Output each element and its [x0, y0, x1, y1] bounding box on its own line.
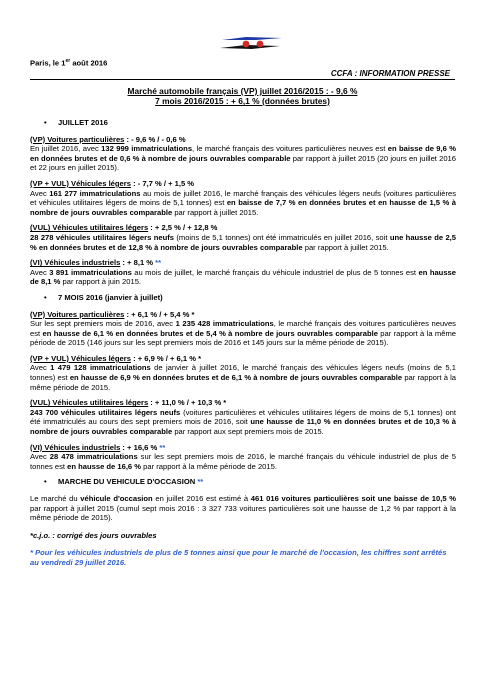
document-date: Paris, le 1er août 2016	[30, 58, 108, 68]
paragraph-7mois-vul: (VUL) Véhicules utilitaires légers : + 11,0 % / + 10,3 % * 243 700 véhicules utilitaires légers neufs (voitures particulières et véhicules utilitaires légers de moins de 5,1 tonnes) ont été immatriculés au cours des sept premiers mois de 2016, soit une hausse de 11,0 % en données brutes et de 10,3 % à nombre de jours ouvrables comparable par rapport aux sept premiers mois de 2015.	[30, 398, 457, 437]
title-line-1: Marché automobile français (VP) juillet 2016/2015 : - 9,6 %	[127, 86, 358, 96]
document-body	[30, 118, 456, 568]
press-label: CCFA : INFORMATION PRESSE	[330, 69, 450, 78]
paragraph-occasion: Le marché du véhicule d'occasion en juillet 2016 est estimé à 461 016 voitures particulières soit une baisse de 10,5 % par rapport à juillet 2015 (cumul sept mois 2016 : 3 327 733 voitures particulières soit une hausse de 1,2 % par rapport à la même période de 2015).	[30, 494, 456, 523]
paragraph-juillet-vi: (VI) Véhicules industriels : + 8,1 % ** Avec 3 891 immatriculations au mois de juillet, le marché français du véhicule industriel de plus de 5 tonnes est en hausse de 8,1 % par rapport à juin 2015.	[30, 258, 456, 287]
paragraph-7mois-vpvul: (VP + VUL) Véhicules légers : + 6,9 % / + 6,1 % * Avec 1 479 128 immatriculations de janvier à juillet 2016, le marché français des véhicules légers neufs (moins de 5,1 tonnes) est en hausse de 6,9 % en données brutes et de 6,1 % à nombre de jours ouvrables comparable par rapport à la même période de 2015.	[30, 353, 457, 392]
header-divider	[30, 79, 455, 80]
paragraph-juillet-vul: (VUL) Véhicules utilitaires légers : + 2,5 % / + 12,8 % 28 278 véhicules utilitaires légers neufs (moins de 5,1 tonnes) ont été immatriculés en juillet 2016, soit une hausse de 2,5 % en données brutes et de 12,8 % à nombre de jours ouvrables comparable par rapport à juillet 2015.	[30, 223, 457, 252]
paragraph-7mois-vp: (VP) Voitures particulières : + 6,1 % / + 5,4 % * Sur les sept premiers mois de 2016, avec 1 235 428 immatriculations, le marché français des voitures particulières neuves est en hausse de 6,1 % en données brutes et de 5,4 % à nombre de jours ouvrables comparable par rapport à la même période de 2015 (146 jours sur les sept premiers mois de 2016 et 145 jours sur la même période de 2015).	[30, 309, 456, 348]
title-line-2: 7 mois 2016/2015 : + 6,1 % (données brutes)	[155, 96, 330, 106]
note-vi-occasion: * Pour les véhicules industriels de plus de 5 tonnes ainsi que pour le marché de l'occasion, les chiffres sont arrêtés au vendredi 29 juillet 2016.	[30, 548, 447, 567]
section-bullet-occasion: • MARCHE DU VEHICULE D'OCCASION **	[30, 477, 456, 487]
paragraph-juillet-vpvul: (VP + VUL) Véhicules légers : - 7,7 % / + 1,5 % Avec 161 277 immatriculations au mois de juillet 2016, le marché français des véhicules légers neufs (voitures particulières et véhicules utilitaires légers de moins de 5,1 tonnes) est en baisse de 7,7 % en données brutes et en hausse de 1,5 % à nombre de jours ouvrables comparable par rapport à juillet 2015.	[30, 178, 457, 217]
paragraph-7mois-vi: (VI) Véhicules industriels : + 16,6 % ** Avec 28 478 immatriculations sur les sept premiers mois de 2016, le marché français du véhicule industriel de plus de 5 tonnes est en hausse de 16,6 % par rapport à la même période de 2015.	[30, 442, 457, 471]
note-cjo: *c.j.o. : corrigé des jours ouvrables	[30, 530, 157, 540]
section-bullet-7-mois: • 7 MOIS 2016 (janvier à juillet)	[30, 293, 456, 303]
section-bullet-juillet: • JUILLET 2016	[30, 118, 456, 128]
ccfa-logo	[216, 34, 286, 54]
document-title	[30, 86, 455, 106]
paragraph-juillet-vp: (VP) Voitures particulières : - 9,6 % / - 0,6 % En juillet 2016, avec 132 999 immatriculations, le marché français des voitures particulières neuves est en baisse de 9,6 % en données brutes et de 0,6 % à nombre de jours ouvrables comparable par rapport à juillet 2015 (20 jours en juillet 2016 et 22 jours en juillet 2015).	[30, 134, 456, 173]
